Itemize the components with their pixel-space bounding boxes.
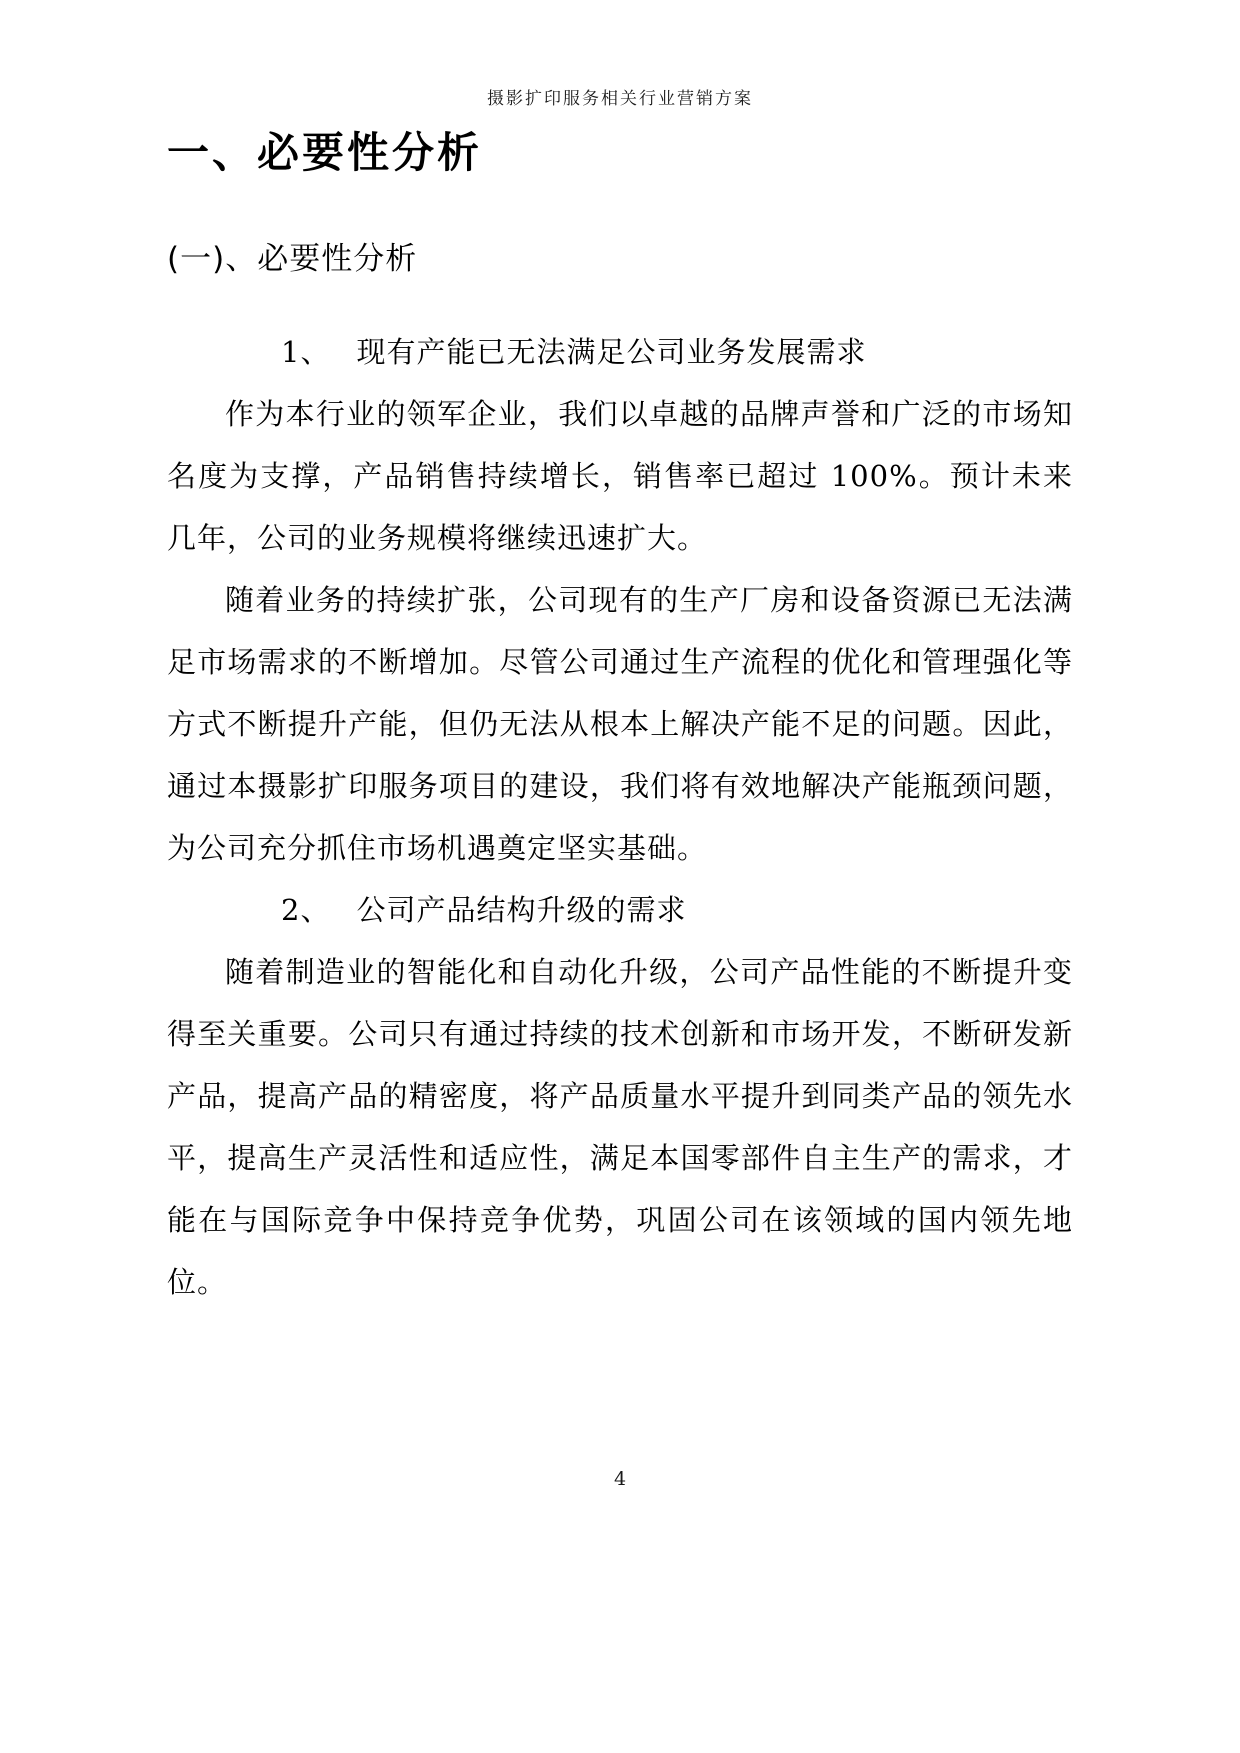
page-number: 4 <box>613 1468 627 1490</box>
section-heading: 一、必要性分析 <box>167 128 483 177</box>
numbered-item-1-title: 现有产能已无法满足公司业务发展需求 <box>356 335 867 370</box>
numbered-item-1-number: 1、 <box>281 335 331 370</box>
subsection-heading: (一)、必要性分析 <box>167 241 418 278</box>
numbered-item-2-title: 公司产品结构升级的需求 <box>356 893 687 928</box>
numbered-item-2 <box>167 879 1073 941</box>
page-header-title: 摄影扩印服务相关行业营销方案 <box>487 89 753 109</box>
body-text <box>167 321 1073 1313</box>
body-paragraph-2: 随着业务的持续扩张，公司现有的生产厂房和设备资源已无法满足市场需求的不断增加。尽管公司通过生产流程的优化和管理强化等方式不断提升产能，但仍无法从根本上解决产能不足的问题。因此，通过本摄影扩印服务项目的建设，我们将有效地解决产能瓶颈问题，为公司充分抓住市场机遇奠定坚实基础。 <box>167 583 1073 866</box>
body-paragraph-3: 随着制造业的智能化和自动化升级，公司产品性能的不断提升变得至关重要。公司只有通过持续的技术创新和市场开发，不断研发新产品，提高产品的精密度，将产品质量水平提升到同类产品的领先水平，提高生产灵活性和适应性，满足本国零部件自主生产的需求，才能在与国际竞争中保持竞争优势，巩固公司在该领域的国内领先地位。 <box>167 955 1073 1300</box>
document-content <box>167 128 1073 1313</box>
numbered-item-2-number: 2、 <box>281 893 331 928</box>
body-paragraph-1: 作为本行业的领军企业，我们以卓越的品牌声誉和广泛的市场知名度为支撑，产品销售持续增长，销售率已超过 100%。预计未来几年，公司的业务规模将继续迅速扩大。 <box>167 397 1073 556</box>
numbered-item-1 <box>167 321 1073 383</box>
